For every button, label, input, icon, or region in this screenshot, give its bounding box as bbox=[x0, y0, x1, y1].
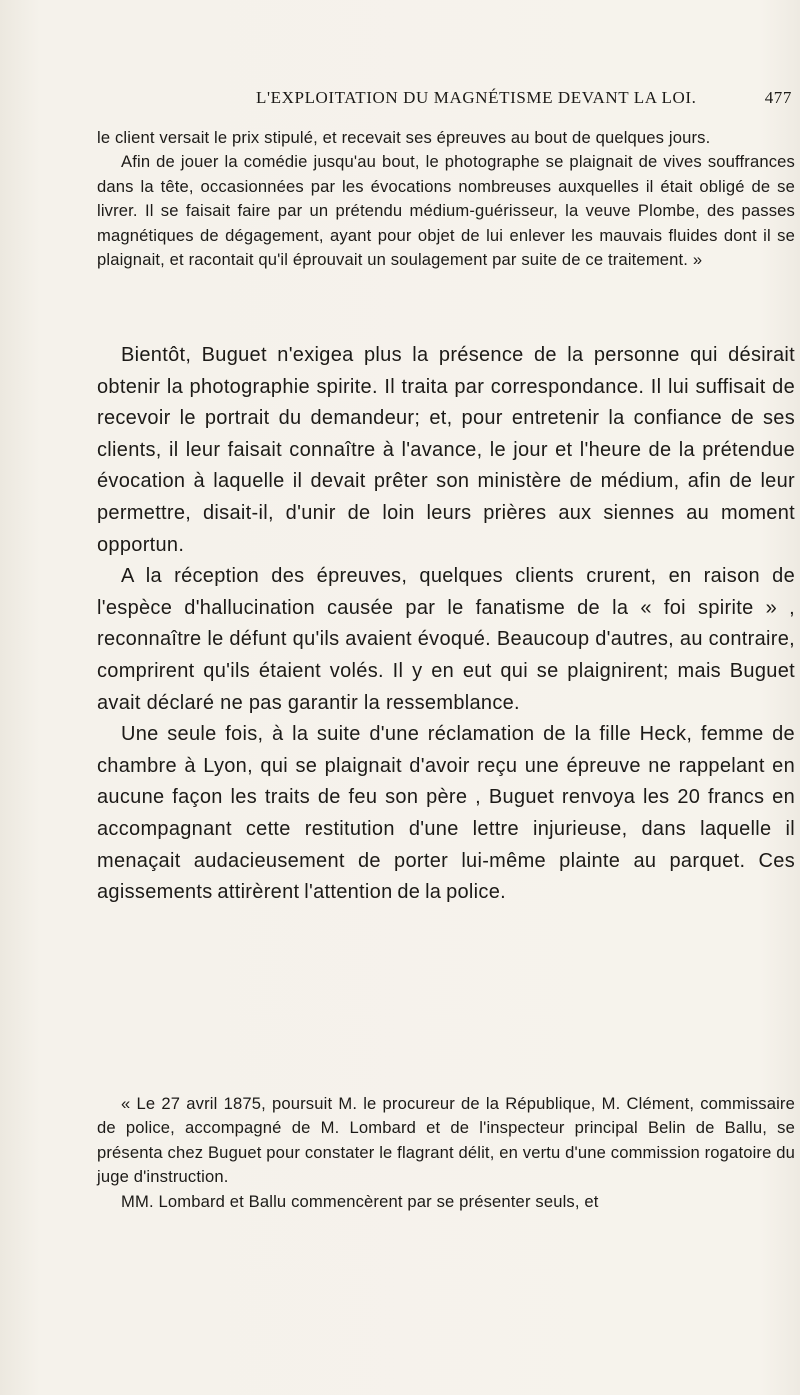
quote-paragraph: le client versait le prix stipulé, et recevait ses épreuves au bout de quelques jours. bbox=[97, 128, 711, 147]
page-number: 477 bbox=[764, 88, 792, 107]
quote-continuation bbox=[97, 126, 795, 272]
running-title: L'EXPLOITATION DU MAGNÉTISME DEVANT LA LOI. bbox=[256, 88, 697, 107]
quote-paragraph: Afin de jouer la comédie jusqu'au bout, le photographe se plaignait de vives souffrances dans la tête, occasionnées par les évocations nombreuses auxquelles il était obligé de se livrer. Il se faisait faire par un prétendu médium-guérisseur, la veuve Plombe, des passes magnétiques de dégagement, ayant pour objet de lui enlever les mauvais fluides dont il se plaignait, et racontait qu'il éprouvait un soulagement par suite de ce traitement. » bbox=[97, 152, 795, 270]
quote-report bbox=[97, 1092, 795, 1214]
quote-paragraph: « Le 27 avril 1875, poursuit M. le procureur de la République, M. Clément, commissaire de police, accompagné de M. Lombard et de l'inspecteur principal Belin de Ballu, se présenta chez Buguet pour constater le flagrant délit, en vertu d'une commission rogatoire du juge d'instruction. bbox=[97, 1094, 795, 1187]
body-paragraph: Une seule fois, à la suite d'une réclamation de la fille Heck, femme de chambre à Lyon, qui se plaignait d'avoir reçu une épreuve ne rappelant en aucune façon les traits de feu son père , Buguet renvoya les 20 francs en accompagnant cette restitution d'une lettre injurieuse, dans laquelle il menaçait audacieusement de porter lui-même plainte au parquet. Ces agissements attirèrent l'attention de la police. bbox=[97, 723, 795, 904]
body-paragraph: A la réception des épreuves, quelques clients crurent, en raison de l'espèce d'hallucination causée par le fanatisme de la « foi spirite » , reconnaître le défunt qu'ils avaient évoqué. Beaucoup d'autres, au contraire, comprirent qu'ils étaient volés. Il y en eut qui se plaignirent; mais Buguet avait déclaré ne pas garantir la ressemblance. bbox=[97, 565, 795, 714]
main-text bbox=[97, 340, 795, 909]
body-paragraph: Bientôt, Buguet n'exigea plus la présence de la personne qui désirait obtenir la photographie spirite. Il traita par correspondance. Il lui suffisait de recevoir le portrait du demandeur; et, pour entretenir la confiance de ses clients, il leur faisait connaître à l'avance, le jour et l'heure de la prétendue évocation à laquelle il devait prêter son ministère de médium, afin de leur permettre, disait-il, d'unir de loin leurs prières aux siennes au moment opportun. bbox=[97, 344, 795, 556]
quote-paragraph: MM. Lombard et Ballu commencèrent par se présenter seuls, et bbox=[121, 1191, 599, 1211]
page-header bbox=[256, 88, 796, 108]
